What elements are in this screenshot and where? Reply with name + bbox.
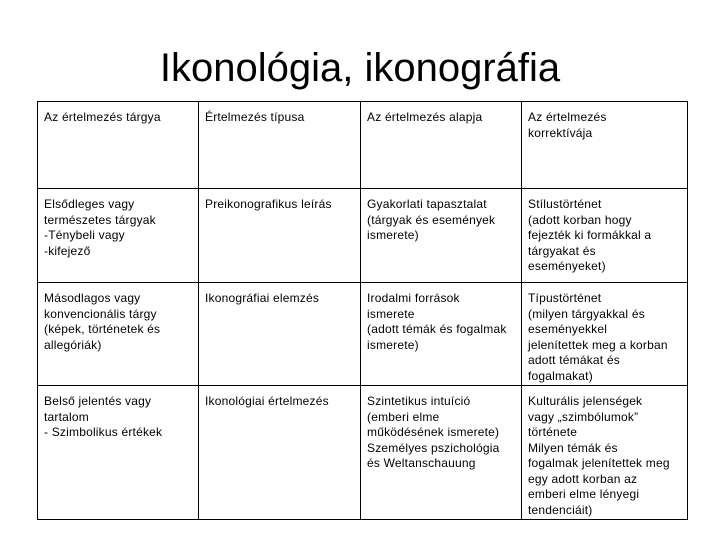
cell-text-line: (adott korban hogy bbox=[528, 212, 632, 227]
header-cell-basis bbox=[361, 102, 522, 189]
cell-text-line: ismerete bbox=[367, 306, 415, 321]
cell-text-line: Személyes pszichológia bbox=[367, 440, 500, 455]
cell-text-line: Másodlagos vagy bbox=[44, 291, 141, 305]
cell-text-line: működésének ismerete) bbox=[367, 425, 500, 439]
table-cell-corrective bbox=[522, 386, 688, 520]
cell-text-line: (emberi elme bbox=[367, 409, 440, 424]
table-cell-type bbox=[199, 189, 361, 283]
cell-text-line: tárgyakat és bbox=[528, 243, 596, 258]
cell-text-line: Preikonografikus leírás bbox=[205, 197, 332, 211]
table-cell-basis bbox=[361, 283, 522, 386]
table-cell-corrective bbox=[522, 283, 688, 386]
cell-text-line: fejezték ki formákkal a bbox=[528, 228, 652, 242]
cell-text-line: és Weltanschauung bbox=[367, 456, 476, 470]
cell-text-line: -kifejező bbox=[44, 243, 91, 258]
cell-text-line: allegóriák) bbox=[44, 337, 102, 352]
cell-text-line: egy adott korban az bbox=[528, 471, 638, 486]
cell-text-line: tendenciáit) bbox=[528, 502, 593, 517]
header-cell-corrective bbox=[522, 102, 688, 189]
table-row bbox=[38, 283, 688, 386]
cell-text-line: konvencionális tárgy bbox=[44, 306, 157, 321]
table-header-row bbox=[38, 102, 688, 189]
cell-text-line: története bbox=[528, 425, 578, 439]
table-cell-type bbox=[199, 283, 361, 386]
cell-text-line: Stílustörténet bbox=[528, 197, 602, 211]
table-cell-type bbox=[199, 386, 361, 520]
cell-text-line: fogalmakat) bbox=[528, 368, 593, 383]
table-cell-basis bbox=[361, 386, 522, 520]
cell-text-line: eseményeket) bbox=[528, 259, 606, 273]
cell-text-line: korrektívája bbox=[528, 125, 593, 140]
cell-text-line: Irodalmi források bbox=[367, 291, 460, 305]
cell-text-line: Az értelmezés bbox=[528, 110, 607, 124]
cell-text-line: Az értelmezés tárgya bbox=[44, 110, 161, 124]
cell-text-line: (tárgyak és események bbox=[367, 212, 496, 227]
cell-text-line: -Ténybeli vagy bbox=[44, 228, 125, 242]
cell-text-line: Szintetikus intuíció bbox=[367, 394, 471, 408]
cell-text-line: adott témákat és bbox=[528, 353, 620, 367]
cell-text-line: Milyen témák és bbox=[528, 440, 618, 455]
cell-text-line: Az értelmezés alapja bbox=[367, 110, 483, 124]
cell-text-line: (adott témák és fogalmak bbox=[367, 322, 507, 336]
iconology-table bbox=[37, 101, 688, 520]
page-title: Ikonológia, ikonográfia bbox=[159, 46, 561, 90]
cell-text-line: Gyakorlati tapasztalat bbox=[367, 197, 487, 211]
cell-text-line: vagy „szimbólumok” bbox=[528, 409, 639, 424]
table-cell-basis bbox=[361, 189, 522, 283]
table-cell-subject bbox=[38, 283, 199, 386]
cell-text-line: Ikonológiai értelmezés bbox=[205, 394, 329, 408]
cell-text-line: Belső jelentés vagy bbox=[44, 394, 152, 408]
cell-text-line: emberi elme lényegi bbox=[528, 487, 640, 501]
cell-text-line: fogalmak jelenítettek meg bbox=[528, 456, 670, 470]
cell-text-line: Kulturális jelenségek bbox=[528, 394, 643, 408]
table-cell-corrective bbox=[522, 189, 688, 283]
cell-text-line: jelenítettek meg a korban bbox=[528, 337, 668, 352]
header-cell-subject bbox=[38, 102, 199, 189]
cell-text-line: Elsődleges vagy bbox=[44, 197, 135, 211]
cell-text-line: ismerete) bbox=[367, 337, 419, 352]
cell-text-line: Típustörténet bbox=[528, 291, 602, 305]
cell-text-line: ismerete) bbox=[367, 228, 419, 242]
cell-text-line: természetes tárgyak bbox=[44, 212, 156, 227]
cell-text-line: (képek, történetek és bbox=[44, 322, 161, 336]
table-cell-subject bbox=[38, 189, 199, 283]
cell-text-line: Ikonográfiai elemzés bbox=[205, 291, 320, 305]
cell-text-line: eseményekkel bbox=[528, 322, 608, 336]
cell-text-line: Értelmezés típusa bbox=[205, 110, 305, 124]
table-row bbox=[38, 189, 688, 283]
table-cell-subject bbox=[38, 386, 199, 520]
cell-text-line: (milyen tárgyakkal és bbox=[528, 306, 645, 321]
cell-text-line: tartalom bbox=[44, 409, 89, 424]
header-cell-type bbox=[199, 102, 361, 189]
table-row bbox=[38, 386, 688, 520]
cell-text-line: - Szimbolikus értékek bbox=[44, 425, 163, 439]
